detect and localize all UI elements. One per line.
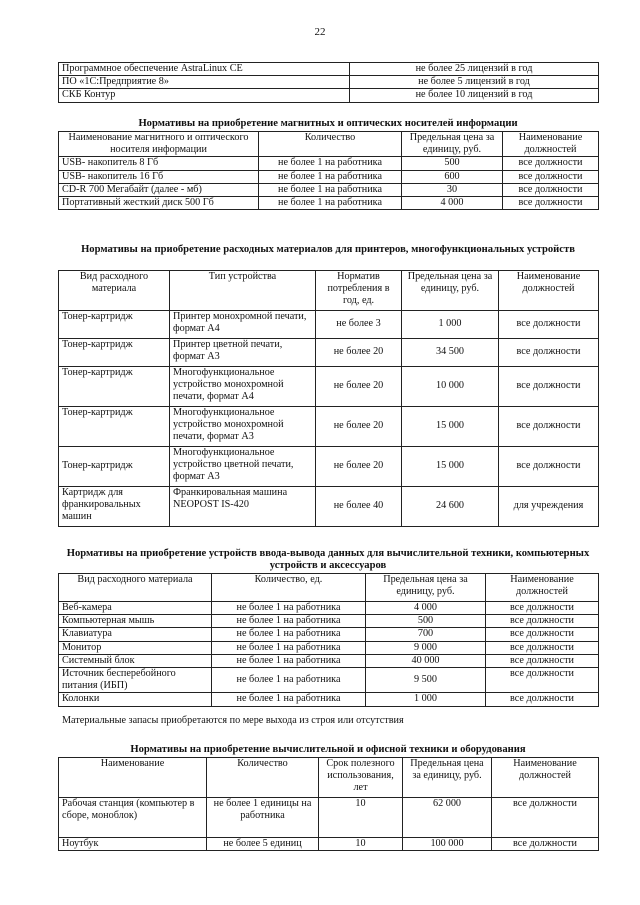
- io-name: Клавиатура: [59, 628, 212, 641]
- consumable-pos: для учреждения: [499, 487, 599, 527]
- consumables-header-pos: Наименование должностей: [499, 271, 599, 311]
- io-name: Колонки: [59, 693, 212, 706]
- io-qty: не более 1 на работника: [212, 628, 366, 641]
- table-row: [59, 487, 599, 527]
- io-price: 9 500: [366, 668, 486, 693]
- io-price: 1 000: [366, 693, 486, 706]
- io-pos: все должности: [486, 615, 599, 628]
- storage-title: Нормативы на приобретение магнитных и оптических носителей информации: [138, 118, 518, 129]
- license-qty: не более 5 лицензий в год: [350, 76, 599, 89]
- storage-price: 500: [402, 157, 503, 170]
- equipment-header-name: Наименование: [59, 758, 207, 798]
- consumable-device: Многофункциональное устройство монохромной печати, формат А4: [170, 367, 316, 407]
- table-header-row: [59, 132, 599, 157]
- io-header-qty: Количество, ед.: [212, 574, 366, 602]
- storage-qty: не более 1 на работника: [259, 170, 402, 183]
- licenses-table: [58, 62, 599, 103]
- table-row: [59, 615, 599, 628]
- storage-price: 600: [402, 170, 503, 183]
- consumables-table-wrap: [58, 270, 598, 527]
- storage-price: 4 000: [402, 197, 503, 210]
- io-devices-title: Нормативы на приобретение устройств ввода-вывода данных для вычислительной техники, компьютерных устройств и аксессуаров: [66, 548, 590, 571]
- table-row: [59, 367, 599, 407]
- io-devices-table-wrap: [58, 573, 598, 707]
- equipment-term: 10: [319, 838, 403, 851]
- io-qty: не более 1 на работника: [212, 668, 366, 693]
- table-header-row: [59, 758, 599, 798]
- consumables-header-device: Тип устройства: [170, 271, 316, 311]
- equipment-pos: все должности: [492, 798, 599, 838]
- table-row: [59, 339, 599, 367]
- io-devices-table: [58, 573, 599, 707]
- io-name: Системный блок: [59, 654, 212, 667]
- io-header-name: Вид расходного материала: [59, 574, 212, 602]
- io-price: 700: [366, 628, 486, 641]
- table-row: [59, 628, 599, 641]
- license-name: ПО «1С:Предприятие 8»: [59, 76, 350, 89]
- consumable-norm: не более 20: [316, 367, 402, 407]
- io-header-pos: Наименование должностей: [486, 574, 599, 602]
- consumable-norm: не более 20: [316, 447, 402, 487]
- consumable-price: 15 000: [402, 407, 499, 447]
- consumable-device: Многофункциональное устройство монохромной печати, формат А3: [170, 407, 316, 447]
- consumable-norm: не более 40: [316, 487, 402, 527]
- consumables-header-price: Предельная цена за единицу, руб.: [402, 271, 499, 311]
- consumable-price: 34 500: [402, 339, 499, 367]
- consumable-material: Тонер-картридж: [59, 407, 170, 447]
- equipment-name: Рабочая станция (компьютер в сборе, моноблок): [59, 798, 207, 838]
- storage-pos: все должности: [503, 157, 599, 170]
- consumable-pos: все должности: [499, 407, 599, 447]
- table-row: [59, 170, 599, 183]
- license-qty: не более 25 лицензий в год: [350, 63, 599, 76]
- consumable-material: Тонер-картридж: [59, 367, 170, 407]
- storage-name: USB- накопитель 8 Гб: [59, 157, 259, 170]
- storage-qty: не более 1 на работника: [259, 183, 402, 196]
- table-row: [59, 838, 599, 851]
- io-qty: не более 1 на работника: [212, 641, 366, 654]
- storage-name: USB- накопитель 16 Гб: [59, 170, 259, 183]
- consumable-device: Принтер монохромной печати, формат А4: [170, 311, 316, 339]
- consumable-material: Тонер-картридж: [59, 447, 170, 487]
- equipment-header-pos: Наименование должностей: [492, 758, 599, 798]
- io-qty: не более 1 на работника: [212, 693, 366, 706]
- consumable-pos: все должности: [499, 339, 599, 367]
- storage-name: CD-R 700 Мегабайт (далее - мб): [59, 183, 259, 196]
- license-name: СКБ Контур: [59, 89, 350, 102]
- table-row: [59, 89, 599, 102]
- consumable-price: 24 600: [402, 487, 499, 527]
- table-row: [59, 693, 599, 706]
- consumable-device: Франкировальная машина NEOPOST IS-420: [170, 487, 316, 527]
- equipment-table-wrap: [58, 757, 598, 851]
- equipment-title: Нормативы на приобретение вычислительной и офисной техники и оборудования: [130, 744, 526, 755]
- equipment-header-price: Предельная цена за единицу, руб.: [403, 758, 492, 798]
- equipment-qty: не более 1 единицы на работника: [207, 798, 319, 838]
- io-pos: все должности: [486, 654, 599, 667]
- storage-table-wrap: [58, 131, 598, 210]
- io-pos: все должности: [486, 602, 599, 615]
- license-qty: не более 10 лицензий в год: [350, 89, 599, 102]
- table-row: [59, 654, 599, 667]
- consumable-norm: не более 20: [316, 339, 402, 367]
- storage-price: 30: [402, 183, 503, 196]
- licenses-table-wrap: [58, 62, 598, 103]
- table-row: [59, 641, 599, 654]
- consumables-header-norm: Норматив потребления в год, ед.: [316, 271, 402, 311]
- storage-header-name: Наименование магнитного и оптического носителя информации: [59, 132, 259, 157]
- equipment-price: 62 000: [403, 798, 492, 838]
- consumable-device: Принтер цветной печати, формат А3: [170, 339, 316, 367]
- license-name: Программное обеспечение AstraLinux CE: [59, 63, 350, 76]
- io-name: Веб-камера: [59, 602, 212, 615]
- equipment-pos: все должности: [492, 838, 599, 851]
- consumable-pos: все должности: [499, 367, 599, 407]
- consumable-norm: не более 3: [316, 311, 402, 339]
- table-row: [59, 602, 599, 615]
- io-header-price: Предельная цена за единицу, руб.: [366, 574, 486, 602]
- table-row: [59, 798, 599, 838]
- page-number: 22: [314, 26, 326, 38]
- storage-qty: не более 1 на работника: [259, 197, 402, 210]
- consumables-title: Нормативы на приобретение расходных материалов для принтеров, многофункциональных устройств: [81, 244, 575, 255]
- storage-pos: все должности: [503, 183, 599, 196]
- storage-name: Портативный жесткий диск 500 Гб: [59, 197, 259, 210]
- io-qty: не более 1 на работника: [212, 602, 366, 615]
- io-qty: не более 1 на работника: [212, 654, 366, 667]
- consumable-price: 10 000: [402, 367, 499, 407]
- table-row: [59, 407, 599, 447]
- io-name: Компьютерная мышь: [59, 615, 212, 628]
- io-qty: не более 1 на работника: [212, 615, 366, 628]
- consumables-header-material: Вид расходного материала: [59, 271, 170, 311]
- consumable-material: Тонер-картридж: [59, 339, 170, 367]
- consumable-price: 1 000: [402, 311, 499, 339]
- storage-qty: не более 1 на работника: [259, 157, 402, 170]
- io-devices-note: Материальные запасы приобретаются по мере выхода из строя или отсутствия: [62, 715, 404, 726]
- io-name: Источник бесперебойного питания (ИБП): [59, 668, 212, 693]
- table-row: [59, 63, 599, 76]
- equipment-table: [58, 757, 599, 851]
- io-price: 4 000: [366, 602, 486, 615]
- io-price: 9 000: [366, 641, 486, 654]
- storage-pos: все должности: [503, 170, 599, 183]
- io-price: 40 000: [366, 654, 486, 667]
- table-row: [59, 197, 599, 210]
- consumable-pos: все должности: [499, 447, 599, 487]
- table-header-row: [59, 271, 599, 311]
- consumable-norm: не более 20: [316, 407, 402, 447]
- io-pos: все должности: [486, 668, 599, 693]
- table-header-row: [59, 574, 599, 602]
- table-row: [59, 447, 599, 487]
- storage-header-qty: Количество: [259, 132, 402, 157]
- consumable-device: Многофункциональное устройство цветной печати, формат А3: [170, 447, 316, 487]
- storage-pos: все должности: [503, 197, 599, 210]
- consumable-material: Картридж для франкировальных машин: [59, 487, 170, 527]
- io-name: Монитор: [59, 641, 212, 654]
- equipment-term: 10: [319, 798, 403, 838]
- equipment-name: Ноутбук: [59, 838, 207, 851]
- table-row: [59, 183, 599, 196]
- io-pos: все должности: [486, 628, 599, 641]
- equipment-header-qty: Количество: [207, 758, 319, 798]
- storage-header-price: Предельная цена за единицу, руб.: [402, 132, 503, 157]
- storage-header-pos: Наименование должностей: [503, 132, 599, 157]
- consumable-material: Тонер-картридж: [59, 311, 170, 339]
- equipment-price: 100 000: [403, 838, 492, 851]
- io-pos: все должности: [486, 693, 599, 706]
- consumables-table: [58, 270, 599, 527]
- io-price: 500: [366, 615, 486, 628]
- io-pos: все должности: [486, 641, 599, 654]
- table-row: [59, 157, 599, 170]
- table-row: [59, 311, 599, 339]
- table-row: [59, 668, 599, 693]
- consumable-pos: все должности: [499, 311, 599, 339]
- table-row: [59, 76, 599, 89]
- equipment-header-term: Срок полезного использования, лет: [319, 758, 403, 798]
- storage-table: [58, 131, 599, 210]
- equipment-qty: не более 5 единиц: [207, 838, 319, 851]
- consumable-price: 15 000: [402, 447, 499, 487]
